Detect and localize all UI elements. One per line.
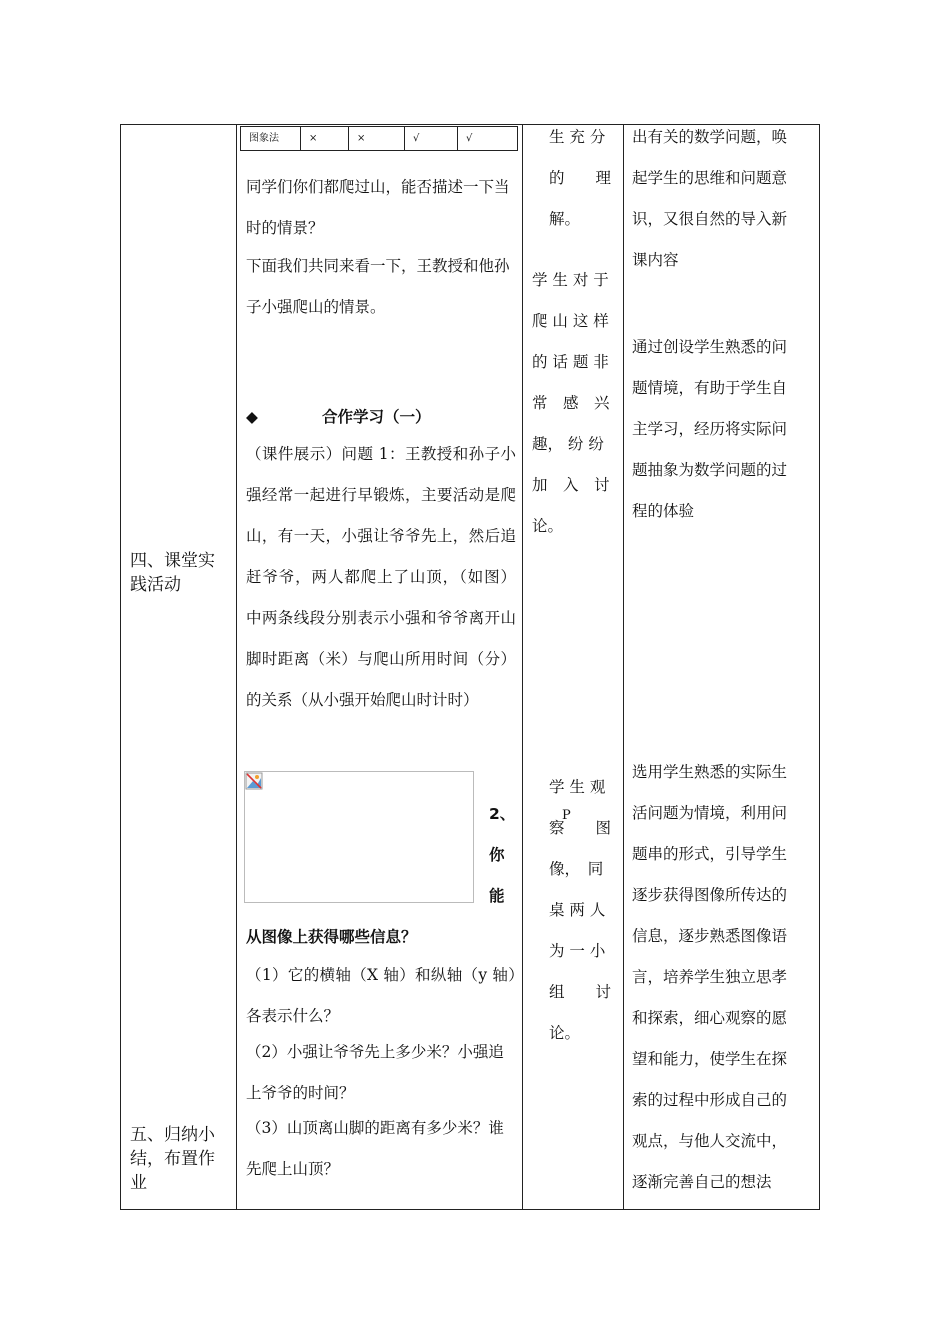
intro-statement: 下面我们共同来看一下，王教授和他孙子小强爬山的情景。 xyxy=(246,257,510,316)
student-activity-3: 学 生 观 察 图 像， 同 桌 两 人 为 一 小 组 讨 论。 xyxy=(549,778,612,1042)
mark-cell: √ xyxy=(405,127,458,150)
column-divider xyxy=(623,124,624,1210)
graph-image-placeholder xyxy=(244,771,474,903)
intro-question: 同学们你们都爬过山，能否描述一下当时的情景？ xyxy=(246,178,510,237)
method-cell: 图象法 xyxy=(241,127,301,150)
mark-cell: × xyxy=(301,127,349,150)
design-intent-1: 出有关的数学问题，唤 起学生的思维和问题意 识，又很自然的导入新 课内容 xyxy=(632,128,788,269)
design-intent-3: 选用学生熟悉的实际生 活问题为情境，利用问 题串的形式，引导学生 逐步获得图像所传达的 信息，逐步熟悉图像语 言，培养学生独立思孝 和探索，细心观察的愿 望和能力，使学生在探 索的过程中形成自己的 观点，与他人交流中， 逐渐完善自己的想法 xyxy=(632,763,788,1191)
method-comparison-row xyxy=(240,126,518,151)
q2-prefix: 能 xyxy=(489,887,505,905)
column-divider xyxy=(236,124,237,1210)
design-intent-2: 通过创设学生熟悉的问 题情境，有助于学生自 主学习，经历将实际问 题抽象为数学问题的过 程的体验 xyxy=(632,338,788,520)
stray-letter: P xyxy=(562,808,571,823)
sub-question-1: （1）它的横轴（X 轴）和纵轴（y 轴）各表示什么？ xyxy=(246,966,516,1025)
broken-image-icon xyxy=(245,772,263,790)
student-activity-2: 学 生 对 于 爬 山 这 样 的 话 题 非 常 感 兴 趣， 纷 纷 加 入 讨 论。 xyxy=(532,271,610,535)
stage-five-label: 五、归纳小结，布置作业 xyxy=(130,1125,215,1193)
sub-question-2: （2）小强让爷爷先上多少米？小强追上爷爷的时间？ xyxy=(246,1043,504,1102)
bullet-icon: ◆ xyxy=(246,408,258,426)
mark-cell: √ xyxy=(466,133,473,144)
mark-cell: × xyxy=(349,127,405,150)
student-activity-1: 生 充 分 的 理 解。 xyxy=(549,128,612,228)
problem-1-text: （课件展示）问题 1：王教授和孙子小强经常一起进行早锻炼，主要活动是爬山，有一天，小强让爷爷先上，然后追赶爷爷，两人都爬上了山顶，（如图）中两条线段分别表示小强和爷爷离开山脚时距离（米）与爬山所用时间（分）的关系（从小强开始爬山时计时） xyxy=(246,445,516,709)
q2-prefix: 2、 xyxy=(489,805,516,823)
sub-question-3: （3）山顶离山脚的距离有多少米？谁先爬上山顶？ xyxy=(246,1119,504,1178)
column-divider xyxy=(522,124,523,1210)
q2-prefix: 你 xyxy=(489,846,505,864)
stage-four-label: 四、课堂实践活动 xyxy=(130,551,215,595)
cooperative-learning-heading: 合作学习（一） xyxy=(322,408,431,426)
question-2-text: 从图像上获得哪些信息？ xyxy=(246,928,417,946)
